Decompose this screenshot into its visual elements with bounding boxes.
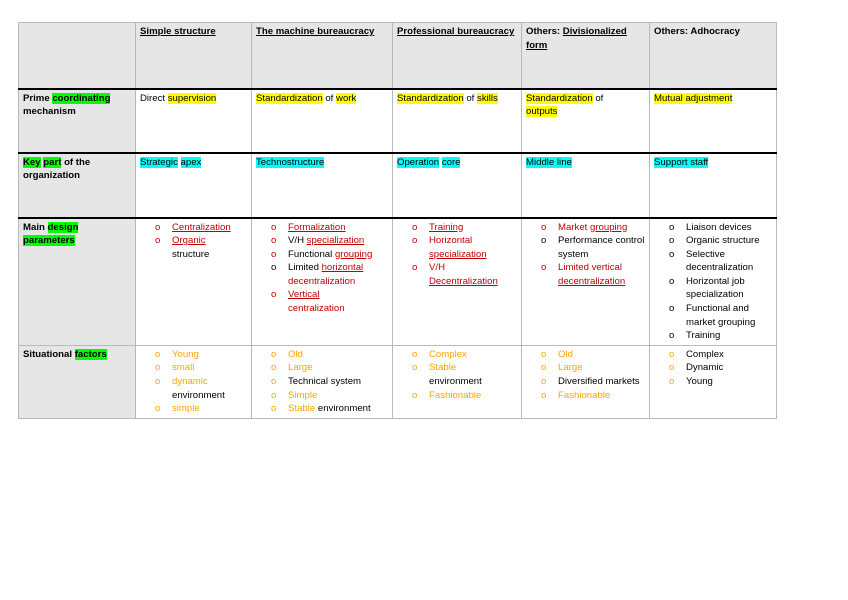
list-item: o Centralization	[140, 221, 247, 235]
row-label-design: Main design parameters	[19, 218, 136, 346]
list-item: o Market grouping	[526, 221, 645, 235]
design-professional	[393, 218, 522, 346]
header-machine-bureaucracy: The machine bureaucracy	[252, 23, 393, 89]
situational-divisionalized	[522, 345, 650, 418]
prime-simple: Direct supervision	[136, 89, 252, 153]
list-item: o Complex	[397, 348, 517, 362]
design-machine	[252, 218, 393, 346]
list-item: o V/H specialization	[256, 234, 388, 248]
list-item: o Organic structure	[140, 234, 247, 261]
list-item: o Selective decentralization	[654, 248, 772, 275]
situational-professional	[393, 345, 522, 418]
keypart-machine: Technostructure	[252, 153, 393, 218]
list-item: o Large	[256, 361, 388, 375]
list-item: o Training	[397, 221, 517, 235]
prime-professional: Standardization of skills	[393, 89, 522, 153]
list-item: o Young	[140, 348, 247, 362]
key-part-row	[19, 153, 777, 218]
list-item: o Young	[654, 375, 772, 389]
list-item: o Simple	[256, 389, 388, 403]
list-item: o Organic structure	[654, 234, 772, 248]
list-item: o Fashionable	[526, 389, 645, 403]
header-professional-bureaucracy: Professional bureaucracy	[393, 23, 522, 89]
header-adhocracy: Others: Adhocracy	[650, 23, 777, 89]
design-divisionalized	[522, 218, 650, 346]
design-simple	[136, 218, 252, 346]
keypart-adhocracy: Support staff	[650, 153, 777, 218]
list-item: o Formalization	[256, 221, 388, 235]
situational-adhocracy	[650, 345, 777, 418]
list-item: o Limited horizontal decentralization	[256, 261, 388, 288]
list-item: o Large	[526, 361, 645, 375]
list-item: o Horizontal job specialization	[654, 275, 772, 302]
list-item: o Stable environment	[256, 402, 388, 416]
list-item: o Diversified markets	[526, 375, 645, 389]
list-item: o Liaison devices	[654, 221, 772, 235]
row-label-situational: Situational factors	[19, 345, 136, 418]
list-item: o Old	[526, 348, 645, 362]
organization-structures-table	[18, 22, 777, 419]
design-parameters-row	[19, 218, 777, 346]
keypart-simple: Strategic apex	[136, 153, 252, 218]
list-item: o dynamic environment	[140, 375, 247, 402]
list-item: o simple	[140, 402, 247, 416]
list-item: o Vertical centralization	[256, 288, 388, 315]
list-item: o Functional grouping	[256, 248, 388, 262]
prime-mechanism-row	[19, 89, 777, 153]
row-label-prime: Prime coordinating mechanism	[19, 89, 136, 153]
list-item: o small	[140, 361, 247, 375]
row-label-key-part: Key part of the organization	[19, 153, 136, 218]
prime-divisionalized: Standardization of outputs	[522, 89, 650, 153]
situational-factors-row	[19, 345, 777, 418]
situational-simple	[136, 345, 252, 418]
list-item: o Performance control system	[526, 234, 645, 261]
keypart-divisionalized: Middle line	[522, 153, 650, 218]
list-item: o Stable environment	[397, 361, 517, 388]
list-item: o Limited vertical decentralization	[526, 261, 645, 288]
header-row	[19, 23, 777, 89]
prime-adhocracy: Mutual adjustment	[650, 89, 777, 153]
list-item: o Horizontal specialization	[397, 234, 517, 261]
list-item: o Training	[654, 329, 772, 343]
list-item: o Technical system	[256, 375, 388, 389]
list-item: o Fashionable	[397, 389, 517, 403]
list-item: o Old	[256, 348, 388, 362]
prime-machine: Standardization of work	[252, 89, 393, 153]
header-simple-structure: Simple structure	[136, 23, 252, 89]
situational-machine	[252, 345, 393, 418]
header-divisionalized-form: Others: Divisionalized form	[522, 23, 650, 89]
keypart-professional: Operation core	[393, 153, 522, 218]
list-item: o V/H Decentralization	[397, 261, 517, 288]
list-item: o Functional and market grouping	[654, 302, 772, 329]
list-item: o Dynamic	[654, 361, 772, 375]
list-item: o Complex	[654, 348, 772, 362]
corner-cell	[19, 23, 136, 89]
design-adhocracy	[650, 218, 777, 346]
